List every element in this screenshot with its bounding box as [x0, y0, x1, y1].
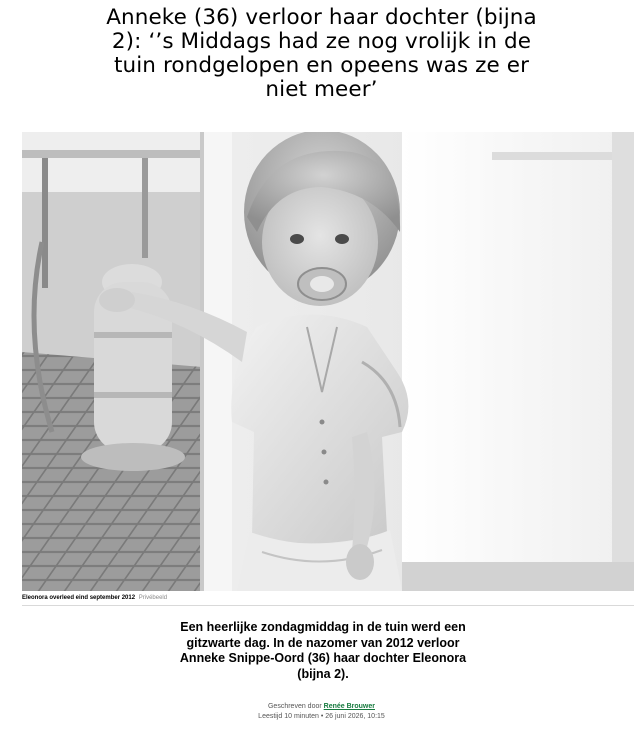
article-intro: Een heerlijke zondagmiddag in de tuin werd een gitzwarte dag. In de nazomer van 2012 verloor Anneke Snippe-Oord (36) haar dochter Eleonora (bijna 2).	[179, 620, 467, 681]
divider	[22, 605, 634, 606]
article-meta	[0, 712, 643, 722]
reading-time: Leestijd 10 minuten	[258, 713, 319, 720]
author-link[interactable]: Renée Brouwer	[323, 703, 375, 710]
article-headline: Anneke (36) verloor haar dochter (bijna 2): ‘’s Middags had ze nog vrolijk in de tuin rondgelopen en opeens was ze er niet meer’	[106, 5, 537, 102]
image-caption	[22, 593, 634, 603]
caption-text: Eleonora overleed eind september 2012	[22, 595, 136, 601]
publish-date: 26 juni 2026, 10:15	[325, 713, 385, 720]
byline	[0, 702, 643, 712]
byline-prefix: Geschreven door	[267, 703, 322, 710]
hero-photo	[22, 132, 634, 591]
photo-credit: Privébeeld	[138, 595, 168, 601]
meta-separator: •	[320, 713, 324, 720]
